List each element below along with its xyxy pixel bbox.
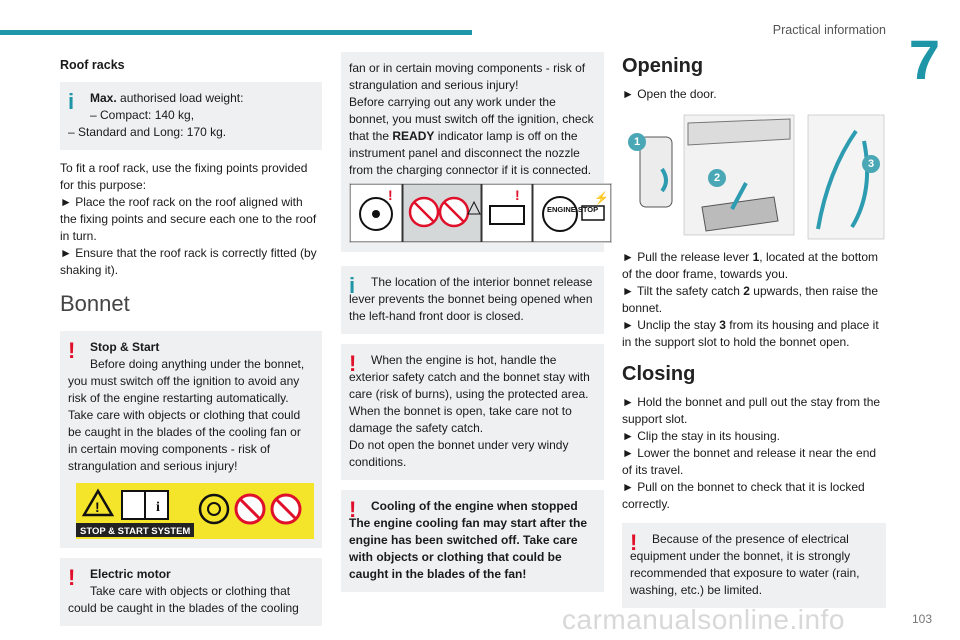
- roof-racks-heading: Roof racks: [60, 58, 125, 72]
- badge-release-lever: 1: [628, 133, 646, 151]
- watermark: carmanualsonline.info: [562, 604, 845, 635]
- close-step-1: ► Hold the bonnet and pull out the stay from the support slot.: [622, 395, 881, 426]
- svg-text:!: !: [515, 187, 520, 203]
- compact-load: – Compact: 140 kg,: [90, 108, 195, 122]
- continued-text: fan or in certain moving components - risk of strangulation and serious injury!: [349, 61, 586, 92]
- bonnet-opening-illustration: [622, 111, 886, 243]
- roof-para-3: ► Ensure that the roof rack is correctly fitted (by shaking it).: [60, 246, 317, 277]
- header-accent-bar: [0, 30, 472, 35]
- standard-long-load: – Standard and Long: 170 kg.: [68, 125, 227, 139]
- ready-label: READY: [392, 129, 435, 143]
- water-exposure-text: Because of the presence of electrical equipment under the bonnet, it is strongly recommended that exposure to water (rain, washing, etc.) be limited.: [630, 532, 860, 597]
- electric-motor-continued-box: [341, 52, 609, 252]
- water-exposure-warning-box: [622, 523, 886, 608]
- hot-engine-warning-box: [341, 344, 604, 480]
- stop-start-pictogram: [76, 483, 314, 539]
- close-step-4: ► Pull on the bonnet to check that it is locked correctly.: [622, 480, 865, 511]
- column-middle: [341, 52, 609, 602]
- engine-cooling-warning-box: [341, 490, 604, 592]
- column-right: [622, 52, 886, 618]
- stop-start-warning-box: [60, 331, 322, 548]
- warning-icon: !: [349, 497, 357, 522]
- warning-icon: !: [630, 530, 638, 555]
- column-left: [60, 52, 322, 636]
- max-label: Max.: [90, 91, 117, 105]
- stop-start-title: Stop & Start: [90, 340, 160, 354]
- cooling-text: The engine cooling fan may start after the engine has been switched off. Take care with objects or clothing that could be caught in the blades of the fan!: [349, 516, 588, 581]
- stop-start-text: Before doing anything under the bonnet, you must switch off the ignition to avoid any risk of the engine restarting automatically. Take care with objects or clothing that could be caught in the blades of the cooling fan or in certain moving components - risk of strangulation and serious injury!: [68, 357, 305, 473]
- page-number: 103: [911, 612, 932, 626]
- release-lever-info-box: i The location of the interior bonnet release lever prevents the bonnet being opened when the left-hand front door is closed.: [341, 266, 604, 334]
- close-step-3: ► Lower the bonnet and release it near the end of its travel.: [622, 446, 877, 477]
- open-step-2: ► Tilt the safety catch 2 upwards, then raise the bonnet.: [622, 284, 879, 315]
- hot-engine-text-2: When the bonnet is open, take care not to damage the safety catch.: [349, 404, 572, 435]
- opening-heading: Opening: [622, 55, 704, 77]
- svg-text:⚡: ⚡: [594, 191, 609, 205]
- chapter-number: 7: [908, 28, 940, 91]
- roof-para-1: To fit a roof rack, use the fixing points provided for this purpose:: [60, 161, 308, 192]
- warning-icon: !: [68, 565, 76, 590]
- svg-text:i: i: [156, 500, 160, 515]
- closing-heading: Closing: [622, 363, 696, 385]
- electric-motor-warning-box: [60, 558, 322, 626]
- bonnet-opening-diagram: [622, 111, 886, 243]
- warning-icon: !: [349, 351, 357, 376]
- roof-para-2: ► Place the roof rack on the roof aligned with the fixing points and secure each one to the roof in turn.: [60, 195, 317, 243]
- cooling-title: Cooling of the engine when stopped: [371, 499, 578, 513]
- info-icon: i: [68, 89, 75, 114]
- close-step-2: ► Clip the stay in its housing.: [622, 429, 780, 443]
- badge-safety-catch: 2: [708, 169, 726, 187]
- hot-engine-text-1: When the engine is hot, handle the exterior safety catch and the bonnet stay with care (risk of burns), using the protected area.: [349, 353, 590, 401]
- warning-pictogram-icons: [350, 184, 611, 242]
- warning-icon: !: [68, 338, 76, 363]
- open-step-1: ► Pull the release lever 1, located at the bottom of the door frame, towards you.: [622, 250, 879, 281]
- open-step-3: ► Unclip the stay 3 from its housing and place it in the support slot to hold the bonnet open.: [622, 318, 879, 349]
- ready-check-text: Before carrying out any work under the bonnet, you must switch off the ignition, check that the READY indicator lamp is off on the instrument panel and disconnect the nozzle from the charging connector if it is connected.: [349, 95, 594, 177]
- roof-load-info-box: [60, 82, 322, 150]
- max-text: authorised load weight:: [116, 91, 244, 105]
- info-icon: i: [349, 273, 356, 298]
- electric-motor-title: Electric motor: [90, 567, 171, 581]
- stop-start-pictogram-icons: [76, 483, 314, 539]
- svg-text:!: !: [95, 499, 100, 515]
- section-header-title: Practical information: [772, 23, 886, 37]
- electric-motor-text: Take care with objects or clothing that could be caught in the blades of the cooling: [68, 584, 299, 615]
- badge-bonnet-stay: 3: [862, 155, 880, 173]
- stop-start-system-label: STOP & START SYSTEM: [80, 526, 191, 537]
- svg-text:!: !: [388, 187, 393, 203]
- engine-stop-label: ENGINE STOP: [547, 205, 599, 214]
- bonnet-heading: Bonnet: [60, 291, 130, 316]
- hot-engine-text-3: Do not open the bonnet under very windy conditions.: [349, 438, 569, 469]
- open-door-step: ► Open the door.: [622, 87, 717, 101]
- warning-pictogram-strip: [349, 183, 612, 243]
